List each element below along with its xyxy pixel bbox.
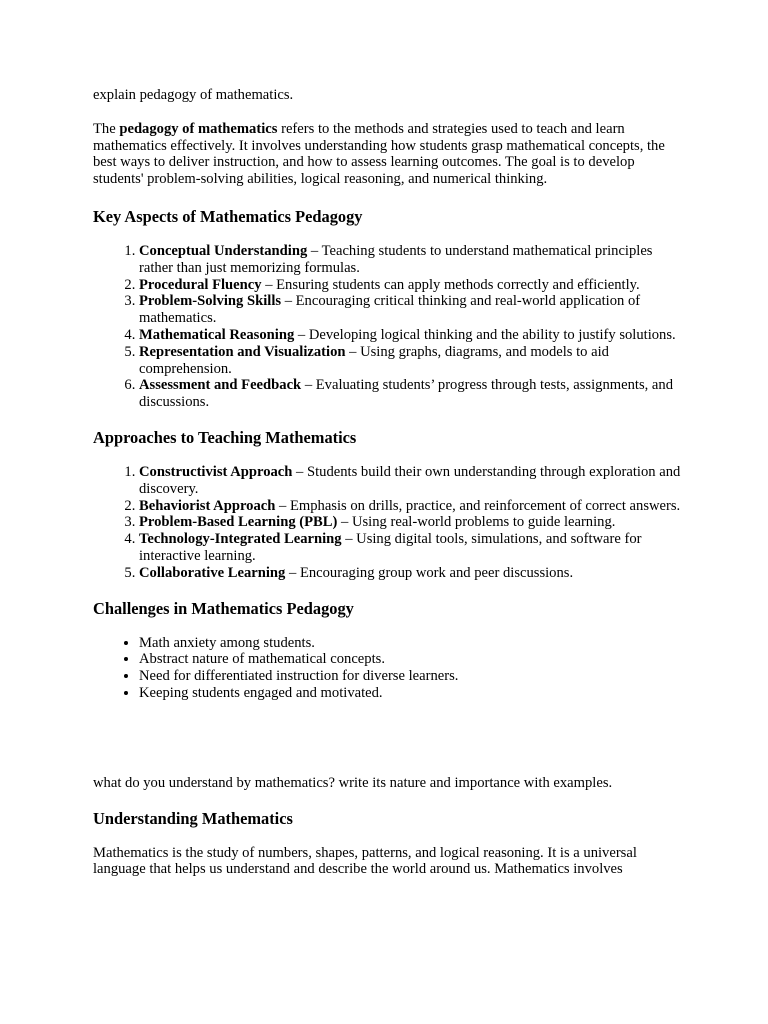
intro-pre: The [93, 120, 120, 137]
item-term: Technology-Integrated Learning [139, 531, 342, 548]
item-desc: – Emphasis on drills, practice, and reinforcement of correct answers. [275, 497, 681, 514]
list-item [139, 293, 683, 327]
item-term: Representation and Visualization [139, 343, 346, 360]
list-item [139, 243, 683, 277]
item-term: Conceptual Understanding [139, 242, 308, 259]
list-item [139, 498, 683, 515]
list-item [139, 327, 683, 344]
item-term: Behaviorist Approach [139, 497, 276, 514]
item-term: Constructivist Approach [139, 463, 293, 480]
list-item [139, 277, 683, 294]
key-aspects-heading: Key Aspects of Mathematics Pedagogy [93, 206, 363, 226]
item-term: Procedural Fluency [139, 276, 262, 293]
question-prompt-1: explain pedagogy of mathematics. [93, 87, 294, 103]
list-item [139, 565, 683, 582]
item-desc: – Encouraging group work and peer discussions. [285, 564, 574, 581]
list-item: • Keeping students engaged and motivated. [139, 685, 683, 702]
item-desc: – Ensuring students can apply methods correctly and efficiently. [261, 276, 640, 293]
challenges-heading: Challenges in Mathematics Pedagogy [93, 598, 354, 618]
item-desc: – Using graphs, diagrams, and models to aid comprehension. [139, 343, 609, 377]
item-term: Assessment and Feedback [139, 377, 302, 394]
list-item: • Math anxiety among students. [139, 635, 683, 652]
list-item: • Abstract nature of mathematical concepts. [139, 651, 683, 668]
section-spacer [93, 719, 683, 775]
approaches-heading: Approaches to Teaching Mathematics [93, 427, 357, 447]
list-item: • Need for differentiated instruction for diverse learners. [139, 668, 683, 685]
item-desc: – Developing logical thinking and the ability to justify solutions. [294, 326, 676, 343]
item-term: Problem-Solving Skills [139, 293, 282, 310]
document-page [93, 87, 683, 897]
understanding-paragraph: Mathematics is the study of numbers, shapes, patterns, and logical reasoning. It is a universal language that helps us understand and describe the world around us. Mathematics involves [93, 844, 637, 878]
list-item [139, 514, 683, 531]
item-desc: – Teaching students to understand mathematical principles rather than just memorizing formulas. [139, 242, 653, 276]
key-aspects-list [93, 243, 683, 411]
intro-bold-term: pedagogy of mathematics [119, 120, 278, 137]
item-desc: – Using real-world problems to guide learning. [337, 514, 616, 531]
intro-post: refers to the methods and strategies used to teach and learn mathematics effectively. It involves understanding how students grasp mathematical concepts, the best ways to deliver instruction, and how to assess learning outcomes. The goal is to develop students' problem-solving abilities, logical reasoning, and numerical thinking. [93, 120, 665, 188]
list-item [139, 464, 683, 498]
question-prompt-2: what do you understand by mathematics? write its nature and importance with examples. [93, 774, 613, 791]
list-item [139, 344, 683, 378]
intro-paragraph [93, 121, 683, 188]
item-term: Problem-Based Learning (PBL) [139, 514, 338, 531]
item-term: Mathematical Reasoning [139, 326, 295, 343]
item-term: Collaborative Learning [139, 564, 286, 581]
challenges-list [93, 635, 683, 702]
item-desc: – Students build their own understanding through exploration and discovery. [139, 463, 681, 497]
list-item [139, 377, 683, 411]
item-desc: – Using digital tools, simulations, and software for interactive learning. [139, 531, 642, 564]
understanding-heading: Understanding Mathematics [93, 808, 293, 828]
list-item [139, 531, 683, 565]
item-desc: – Evaluating students’ progress through tests, assignments, and discussions. [139, 377, 673, 411]
approaches-list [93, 464, 683, 582]
item-desc: – Encouraging critical thinking and real-world application of mathematics. [139, 293, 641, 327]
